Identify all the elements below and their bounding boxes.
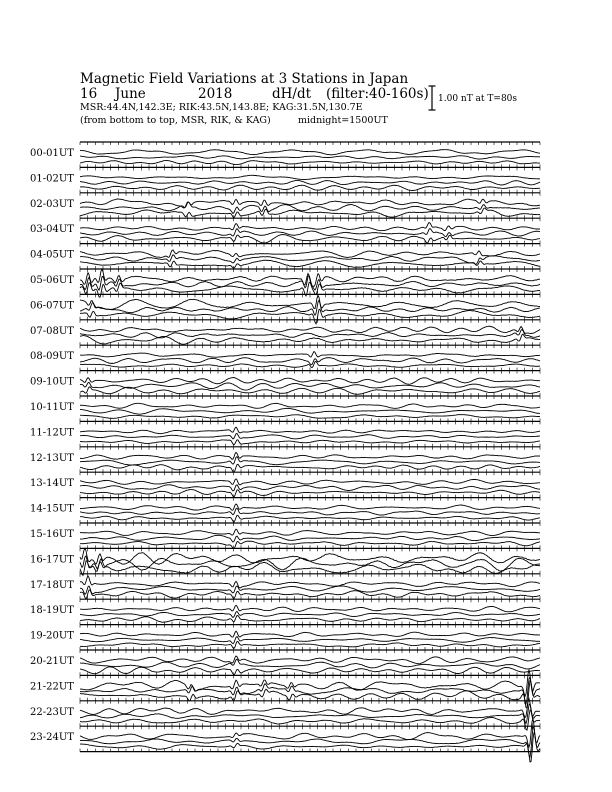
hour-row-12-13UT xyxy=(30,447,540,472)
minute-ticks xyxy=(80,396,540,421)
trace-MSR-08-09UT xyxy=(80,361,540,367)
row-label: 23-24UT xyxy=(30,732,74,744)
row-label: 03-04UT xyxy=(30,224,74,236)
row-label: 11-12UT xyxy=(30,427,74,439)
minute-ticks xyxy=(80,244,540,269)
date-year: 2018 xyxy=(198,86,233,102)
trace-RIK-03-04UT xyxy=(80,228,540,236)
trace-RIK-04-05UT xyxy=(80,255,540,265)
hour-row-09-10UT xyxy=(30,371,540,396)
row-label: 01-02UT xyxy=(30,173,74,185)
hour-row-13-14UT xyxy=(30,472,540,497)
row-label: 05-06UT xyxy=(30,275,74,286)
hour-row-14-15UT xyxy=(30,498,540,523)
chart-title: Magnetic Field Variations at 3 Stations in Japan xyxy=(80,71,409,87)
hour-row-00-01UT xyxy=(30,142,540,167)
trace-RIK-19-20UT xyxy=(80,637,540,644)
minute-ticks xyxy=(80,523,540,548)
minute-ticks xyxy=(80,599,540,624)
station-coordinates: MSR:44.4N,142.3E; RIK:43.5N,143.8E; KAG:31.5N,130.7E xyxy=(80,102,363,113)
row-label: 17-18UT xyxy=(30,579,74,591)
hour-row-15-16UT xyxy=(30,523,540,548)
trace-KAG-11-12UT xyxy=(80,427,540,434)
hour-row-01-02UT xyxy=(30,167,540,192)
trace-MSR-10-11UT xyxy=(80,415,540,419)
trace-RIK-13-14UT xyxy=(80,485,540,491)
scale-bar-label: 1.00 nT at T=80s xyxy=(438,94,518,104)
minute-ticks xyxy=(80,574,540,599)
row-label: 22-23UT xyxy=(30,706,74,718)
hour-row-07-08UT xyxy=(30,320,540,345)
midnight-note: midnight=1500UT xyxy=(298,115,388,126)
row-label: 07-08UT xyxy=(30,325,74,337)
hour-row-17-18UT xyxy=(30,574,540,599)
row-label: 00-01UT xyxy=(30,148,74,159)
trace-KAG-03-04UT xyxy=(80,223,540,231)
row-label: 14-15UT xyxy=(30,503,74,515)
row-label: 06-07UT xyxy=(30,300,74,312)
hour-row-19-20UT xyxy=(30,625,540,650)
hour-row-10-11UT xyxy=(30,396,540,421)
hour-row-16-17UT xyxy=(30,548,540,575)
row-label: 21-22UT xyxy=(30,681,74,693)
row-label: 09-10UT xyxy=(30,376,74,388)
trace-KAG-17-18UT xyxy=(80,576,540,588)
trace-KAG-08-09UT xyxy=(80,352,540,358)
trace-KAG-14-15UT xyxy=(80,504,540,510)
trace-RIK-16-17UT xyxy=(80,556,540,571)
minute-ticks xyxy=(80,371,540,396)
hour-row-18-19UT xyxy=(30,599,540,624)
row-label: 20-21UT xyxy=(30,656,74,667)
hour-row-05-06UT xyxy=(30,269,540,297)
row-label: 15-16UT xyxy=(30,529,74,540)
trace-RIK-07-08UT xyxy=(80,329,540,337)
hour-row-08-09UT xyxy=(30,345,540,370)
trace-RIK-10-11UT xyxy=(80,408,540,414)
minute-ticks xyxy=(80,701,540,726)
hour-row-04-05UT xyxy=(30,244,540,269)
trace-RIK-14-15UT xyxy=(80,508,540,515)
station-order-note: (from bottom to top, MSR, RIK, & KAG) xyxy=(80,115,271,126)
trace-RIK-01-02UT xyxy=(80,180,540,185)
row-label: 13-14UT xyxy=(30,478,74,490)
trace-RIK-18-19UT xyxy=(80,611,540,617)
row-label: 16-17UT xyxy=(30,554,74,566)
trace-RIK-11-12UT xyxy=(80,433,540,438)
trace-MSR-18-19UT xyxy=(80,616,540,623)
minute-ticks xyxy=(80,167,540,192)
row-label: 18-19UT xyxy=(30,605,74,617)
trace-RIK-08-09UT xyxy=(80,358,540,365)
hour-row-02-03UT xyxy=(30,193,540,218)
trace-RIK-20-21UT xyxy=(80,659,540,669)
trace-KAG-01-02UT xyxy=(80,175,540,179)
minute-ticks xyxy=(80,650,540,675)
trace-KAG-13-14UT xyxy=(80,479,540,485)
trace-RIK-22-23UT xyxy=(80,704,540,724)
trace-KAG-04-05UT xyxy=(80,250,540,258)
hour-row-22-23UT xyxy=(30,699,540,730)
row-label: 02-03UT xyxy=(30,198,74,210)
trace-KAG-00-01UT xyxy=(80,150,540,155)
row-label: 19-20UT xyxy=(30,630,74,642)
row-label: 10-11UT xyxy=(30,402,74,413)
trace-KAG-18-19UT xyxy=(80,605,540,612)
date-month: June xyxy=(115,86,146,102)
date-day: 16 xyxy=(80,86,98,102)
minute-ticks xyxy=(80,675,540,700)
trace-KAG-10-11UT xyxy=(80,403,540,408)
trace-MSR-23-24UT xyxy=(80,732,540,762)
row-label: 08-09UT xyxy=(30,351,74,363)
trace-KAG-09-10UT xyxy=(80,378,540,385)
trace-RIK-23-24UT xyxy=(80,727,540,757)
hour-row-20-21UT xyxy=(30,650,540,675)
hour-row-03-04UT xyxy=(30,218,540,243)
trace-RIK-00-01UT xyxy=(80,155,540,159)
minute-ticks xyxy=(80,498,540,523)
filter-label: (filter:40-160s) xyxy=(326,86,429,102)
hour-row-11-12UT xyxy=(30,421,540,446)
trace-RIK-12-13UT xyxy=(80,457,540,465)
trace-MSR-00-01UT xyxy=(80,160,540,164)
quantity-label: dH/dt xyxy=(272,86,312,102)
trace-KAG-15-16UT xyxy=(80,529,540,535)
trace-KAG-07-08UT xyxy=(80,326,540,333)
minute-ticks xyxy=(80,193,540,218)
trace-KAG-19-20UT xyxy=(80,631,540,637)
trace-KAG-20-21UT xyxy=(80,656,540,664)
trace-MSR-01-02UT xyxy=(80,185,540,190)
trace-RIK-15-16UT xyxy=(80,535,540,542)
row-label: 04-05UT xyxy=(30,249,74,261)
row-label: 12-13UT xyxy=(30,452,74,464)
minute-ticks xyxy=(80,625,540,650)
trace-KAG-12-13UT xyxy=(80,452,540,459)
